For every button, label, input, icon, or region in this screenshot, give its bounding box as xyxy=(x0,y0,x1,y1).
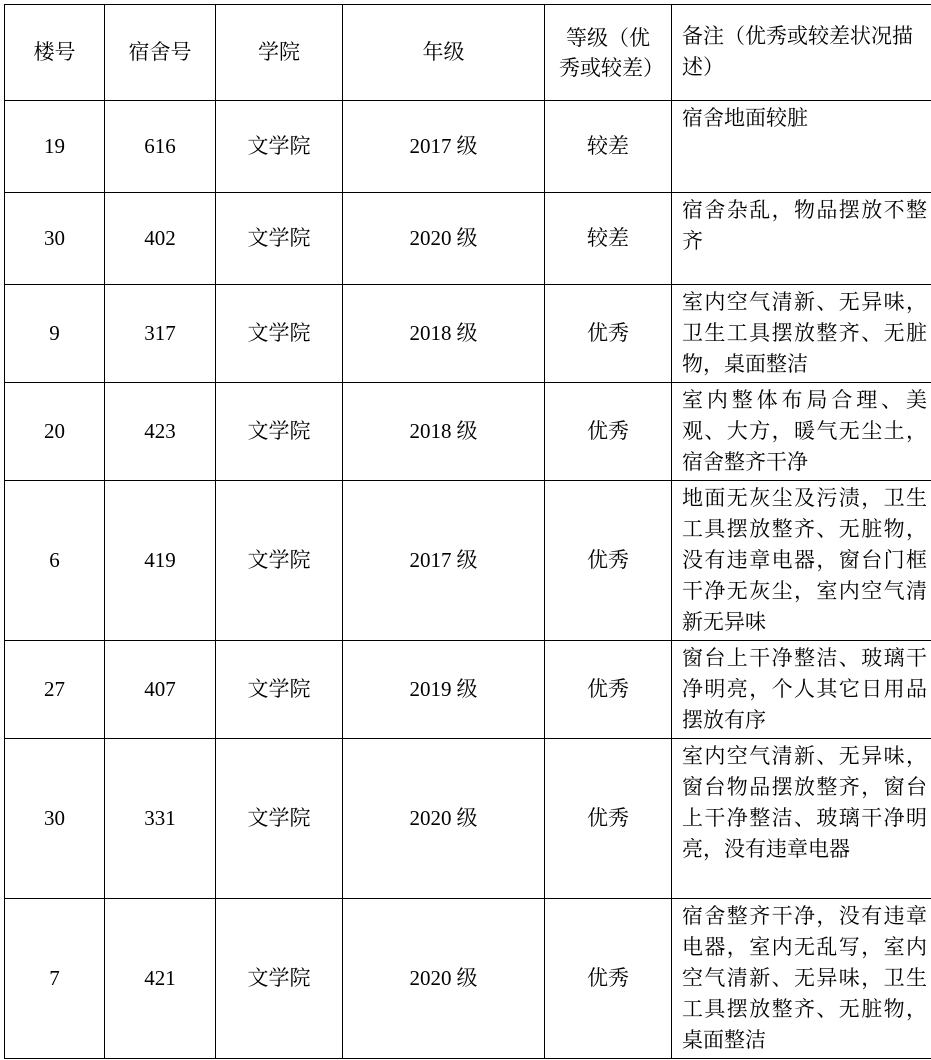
cell-college: 文学院 xyxy=(216,641,343,739)
year-unit: 级 xyxy=(456,321,478,345)
header-year: 年级 xyxy=(343,5,545,101)
cell-room: 419 xyxy=(105,481,216,641)
header-grade: 等级（优秀或较差） xyxy=(545,5,672,101)
dormitory-inspection-table xyxy=(4,4,931,1059)
cell-year xyxy=(343,481,545,641)
year-value: 2018 xyxy=(409,321,452,345)
year-value: 2017 xyxy=(409,548,452,572)
cell-room: 407 xyxy=(105,641,216,739)
table-row xyxy=(5,641,931,739)
cell-room: 331 xyxy=(105,739,216,899)
table-row xyxy=(5,899,931,1059)
cell-building: 20 xyxy=(5,383,105,481)
header-room: 宿舍号 xyxy=(105,5,216,101)
table-body xyxy=(5,101,931,1059)
cell-college: 文学院 xyxy=(216,481,343,641)
cell-room: 616 xyxy=(105,101,216,193)
year-unit: 级 xyxy=(456,226,478,250)
cell-college: 文学院 xyxy=(216,899,343,1059)
cell-note: 窗台上干净整洁、玻璃干净明亮，个人其它日用品摆放有序 xyxy=(672,641,931,739)
cell-note: 室内空气清新、无异味，窗台物品摆放整齐，窗台上干净整洁、玻璃干净明亮，没有违章电器 xyxy=(672,739,931,899)
cell-building: 30 xyxy=(5,739,105,899)
cell-room: 421 xyxy=(105,899,216,1059)
table-row xyxy=(5,739,931,899)
cell-room: 402 xyxy=(105,193,216,285)
year-unit: 级 xyxy=(456,806,478,830)
cell-year xyxy=(343,285,545,383)
cell-building: 30 xyxy=(5,193,105,285)
header-building: 楼号 xyxy=(5,5,105,101)
year-value: 2020 xyxy=(409,966,452,990)
year-value: 2018 xyxy=(409,419,452,443)
cell-year xyxy=(343,739,545,899)
cell-college: 文学院 xyxy=(216,285,343,383)
cell-building: 19 xyxy=(5,101,105,193)
year-value: 2017 xyxy=(409,134,452,158)
table-row xyxy=(5,285,931,383)
cell-note: 宿舍整齐干净，没有违章电器，室内无乱写，室内空气清新、无异味，卫生工具摆放整齐、无脏物，桌面整洁 xyxy=(672,899,931,1059)
year-value: 2020 xyxy=(409,226,452,250)
cell-room: 423 xyxy=(105,383,216,481)
cell-grade: 优秀 xyxy=(545,899,672,1059)
table-row xyxy=(5,383,931,481)
year-unit: 级 xyxy=(456,134,478,158)
year-unit: 级 xyxy=(456,419,478,443)
cell-year xyxy=(343,899,545,1059)
cell-year xyxy=(343,101,545,193)
cell-note: 宿舍杂乱，物品摆放不整齐 xyxy=(672,193,931,285)
cell-note: 地面无灰尘及污渍，卫生工具摆放整齐、无脏物，没有违章电器，窗台门框干净无灰尘，室内空气清新无异味 xyxy=(672,481,931,641)
cell-building: 9 xyxy=(5,285,105,383)
cell-note: 宿舍地面较脏 xyxy=(672,101,931,193)
cell-grade: 优秀 xyxy=(545,641,672,739)
year-unit: 级 xyxy=(456,548,478,572)
cell-room: 317 xyxy=(105,285,216,383)
header-college: 学院 xyxy=(216,5,343,101)
cell-grade: 较差 xyxy=(545,101,672,193)
cell-building: 27 xyxy=(5,641,105,739)
cell-year xyxy=(343,383,545,481)
cell-grade: 优秀 xyxy=(545,481,672,641)
table-row xyxy=(5,481,931,641)
table-header-row xyxy=(5,5,931,101)
cell-note: 室内整体布局合理、美观、大方，暖气无尘土，宿舍整齐干净 xyxy=(672,383,931,481)
year-unit: 级 xyxy=(456,966,478,990)
cell-college: 文学院 xyxy=(216,193,343,285)
table-row xyxy=(5,101,931,193)
cell-grade: 较差 xyxy=(545,193,672,285)
cell-grade: 优秀 xyxy=(545,739,672,899)
cell-college: 文学院 xyxy=(216,101,343,193)
table-row xyxy=(5,193,931,285)
cell-college: 文学院 xyxy=(216,739,343,899)
cell-building: 7 xyxy=(5,899,105,1059)
cell-grade: 优秀 xyxy=(545,383,672,481)
year-value: 2019 xyxy=(409,677,452,701)
cell-building: 6 xyxy=(5,481,105,641)
cell-grade: 优秀 xyxy=(545,285,672,383)
year-unit: 级 xyxy=(456,677,478,701)
cell-year xyxy=(343,641,545,739)
cell-note: 室内空气清新、无异味，卫生工具摆放整齐、无脏物，桌面整洁 xyxy=(672,285,931,383)
header-note: 备注（优秀或较差状况描述） xyxy=(672,5,931,101)
cell-year xyxy=(343,193,545,285)
cell-college: 文学院 xyxy=(216,383,343,481)
year-value: 2020 xyxy=(409,806,452,830)
